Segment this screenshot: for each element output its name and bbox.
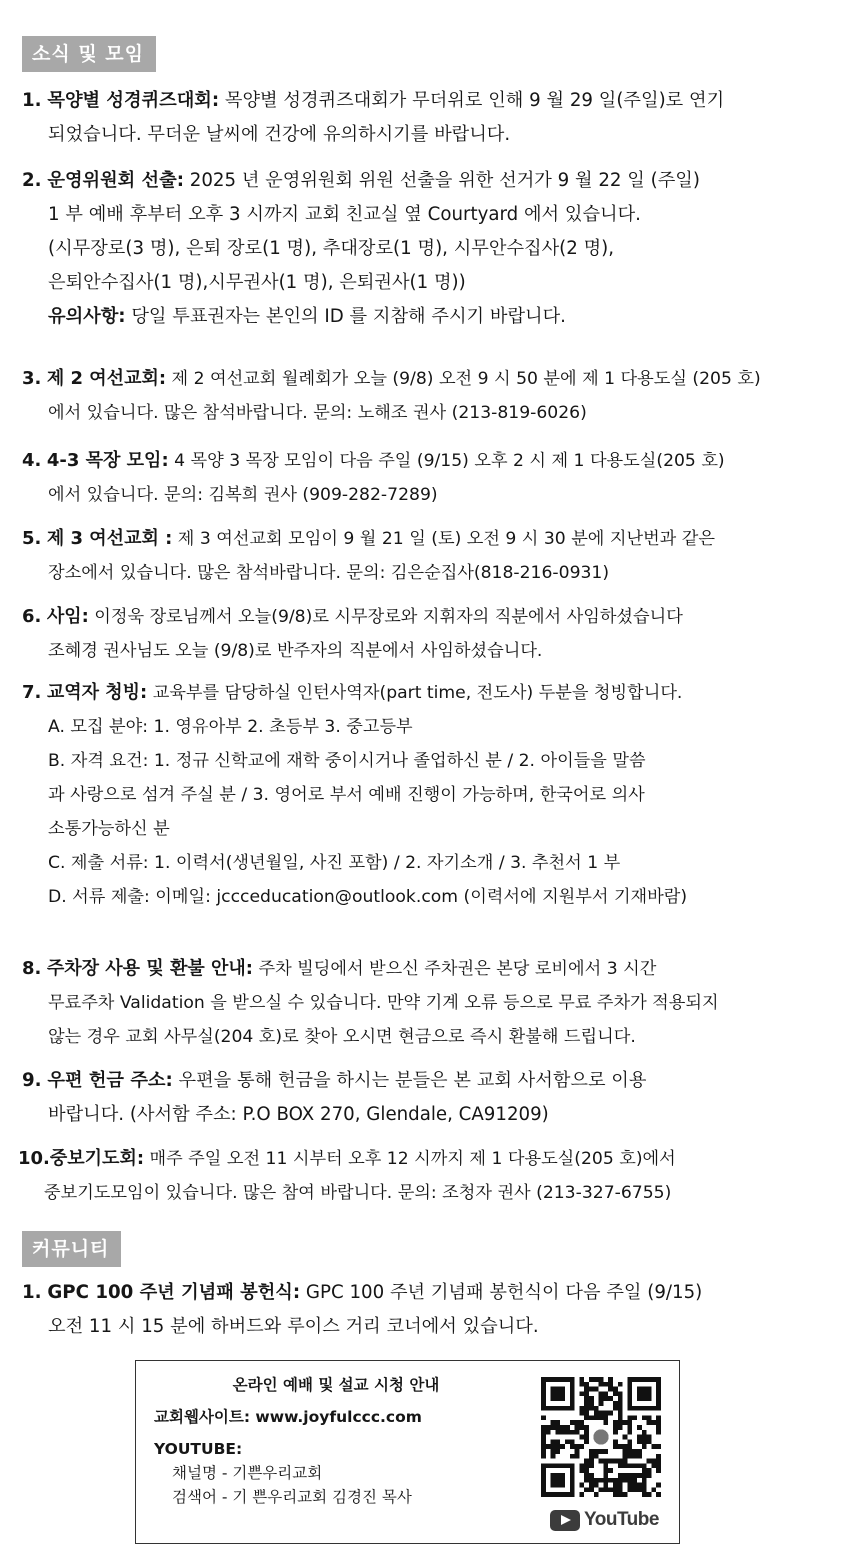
item-line: 장소에서 있습니다. 많은 참석바랍니다. 문의: 김은순집사(818-216-0931) — [48, 563, 610, 583]
item-line: 바랍니다. (사서함 주소: P.O BOX 270, Glendale, CA91209) — [48, 1104, 549, 1125]
item-number: 5. — [22, 528, 42, 549]
youtube-search-term: 검색어 - 기 쁜우리교회 김경진 목사 — [172, 1488, 412, 1506]
item-text: 제 2 여선교회 월례회가 오늘 (9/8) 오전 9 시 50 분에 제 1 다용도실 (205 호) — [171, 369, 761, 389]
item-label: 교역자 청빙: — [46, 682, 148, 703]
item-line: 은퇴안수집사(1 명),시무권사(1 명), 은퇴권사(1 명)) — [48, 272, 466, 293]
item-text: 제 3 여선교회 모임이 9 월 21 일 (토) 오전 9 시 30 분에 지난번과 같은 — [177, 529, 715, 549]
item-number: 3. — [22, 368, 42, 389]
item-text: 이정욱 장로님께서 오늘(9/8)로 시무장로와 지휘자의 직분에서 사임하셨습니다 — [94, 607, 683, 627]
item-line: C. 제출 서류: 1. 이력서(생년월일, 사진 포함) / 2. 자기소개 / 3. 추천서 1 부 — [48, 853, 621, 873]
news-item-4 — [22, 444, 830, 512]
item-line: A. 모집 분야: 1. 영유아부 2. 초등부 3. 중고등부 — [48, 717, 413, 737]
news-item-1 — [22, 84, 830, 152]
youtube-logo[interactable] — [550, 1507, 659, 1533]
item-text: 목양별 성경퀴즈대회가 무더위로 인해 9 월 29 일(주일)로 연기 — [224, 90, 725, 111]
item-number: 7. — [22, 682, 42, 703]
item-text: 매주 주일 오전 11 시부터 오후 12 시까지 제 1 다용도실(205 호)에서 — [149, 1149, 676, 1169]
item-line: 중보기도모임이 있습니다. 많은 참여 바랍니다. 문의: 조청자 권사 (213-327-6755) — [44, 1183, 672, 1203]
item-label: 제 2 여선교회: — [46, 368, 167, 389]
item-label: 운영위원회 선출: — [47, 170, 184, 191]
youtube-channel-name: 채널명 - 기쁜우리교회 — [172, 1464, 323, 1482]
item-line: 에서 있습니다. 많은 참석바랍니다. 문의: 노해조 권사 (213-819-6026) — [48, 403, 587, 423]
item-label: 중보기도회: — [49, 1148, 145, 1169]
item-text: 교육부를 담당하실 인턴사역자(part time, 전도사) 두분을 청빙합니다. — [152, 683, 683, 703]
item-label: 제 3 여선교회 : — [46, 528, 173, 549]
item-line: B. 자격 요건: 1. 정규 신학교에 재학 중이시거나 졸업하신 분 / 2. 아이들을 말씀 — [48, 751, 646, 771]
item-number: 1. — [22, 90, 42, 111]
item-number: 8. — [22, 958, 42, 979]
community-section-title: 커뮤니티 — [22, 1231, 121, 1267]
item-line: (시무장로(3 명), 은퇴 장로(1 명), 추대장로(1 명), 시무안수집사(2 명), — [48, 238, 615, 259]
youtube-logo-text: YouTube — [584, 1509, 659, 1530]
item-line: 1 부 예배 후부터 오후 3 시까지 교회 친교실 옆 Courtyard 에서 있습니다. — [48, 204, 641, 225]
qr-code-icon[interactable] — [541, 1377, 661, 1497]
news-item-3 — [22, 362, 830, 430]
item-text: 2025 년 운영위원회 위원 선출을 위한 선거가 9 월 22 일 (주일) — [189, 170, 700, 191]
item-line: D. 서류 제출: 이메일: jccceducation@outlook.com (이력서에 지원부서 기재바람) — [48, 887, 688, 907]
item-label: 목양별 성경퀴즈대회: — [47, 90, 220, 111]
item-text: 주차 빌딩에서 받으신 주차권은 본당 로비에서 3 시간 — [258, 959, 657, 979]
item-line: 소통가능하신 분 — [48, 819, 170, 839]
youtube-label: YOUTUBE: — [154, 1440, 243, 1458]
item-number: 9. — [22, 1070, 42, 1091]
item-text: 우편을 통해 헌금을 하시는 분들은 본 교회 사서함으로 이용 — [178, 1070, 647, 1091]
item-line: 오전 11 시 15 분에 하버드와 루이스 거리 코너에서 있습니다. — [48, 1316, 539, 1337]
item-line: 않는 경우 교회 사무실(204 호)로 찾아 오시면 현금으로 즉시 환불해 드립니다. — [48, 1027, 636, 1047]
note-label: 유의사항: — [48, 306, 126, 327]
news-item-9 — [22, 1064, 830, 1132]
youtube-play-icon — [550, 1510, 580, 1531]
news-item-6 — [22, 600, 830, 668]
church-website-link[interactable]: 교회웹사이트: www.joyfulccc.com — [154, 1408, 422, 1426]
online-worship-box — [135, 1360, 680, 1544]
item-text: GPC 100 주년 기념패 봉헌식이 다음 주일 (9/15) — [305, 1282, 703, 1303]
online-box-title: 온라인 예배 및 설교 시청 안내 — [232, 1376, 440, 1394]
item-label: 사임: — [46, 606, 89, 627]
item-text: 4 목양 3 목장 모임이 다음 주일 (9/15) 오후 2 시 제 1 다용도실(205 호) — [174, 451, 725, 471]
news-item-10 — [18, 1142, 826, 1210]
item-label: 우편 헌금 주소: — [47, 1070, 173, 1091]
news-item-8 — [22, 952, 830, 1054]
note-text: 당일 투표권자는 본인의 ID 를 지참해 주시기 바랍니다. — [131, 306, 566, 327]
item-number: 10. — [18, 1148, 50, 1169]
item-line: 과 사랑으로 섬겨 주실 분 / 3. 영어로 부서 예배 진행이 가능하며, 한국어로 의사 — [48, 785, 645, 805]
news-item-5 — [22, 522, 830, 590]
item-line: 무료주차 Validation 을 받으실 수 있습니다. 만약 기계 오류 등으로 무료 주차가 적용되지 — [48, 993, 719, 1013]
item-label: 4-3 목장 모임: — [46, 450, 169, 471]
item-number: 1. — [22, 1282, 42, 1303]
item-line: 조혜경 권사님도 오늘 (9/8)로 반주자의 직분에서 사임하셨습니다. — [48, 641, 543, 661]
item-line: 에서 있습니다. 문의: 김복희 권사 (909-282-7289) — [48, 485, 438, 505]
item-label: GPC 100 주년 기념패 봉헌식: — [47, 1282, 301, 1303]
community-item-1 — [22, 1276, 830, 1344]
item-number: 6. — [22, 606, 42, 627]
news-item-7 — [22, 676, 830, 914]
item-label: 주차장 사용 및 환불 안내: — [46, 958, 253, 979]
news-section-title: 소식 및 모임 — [22, 36, 156, 72]
item-number: 4. — [22, 450, 42, 471]
item-number: 2. — [22, 170, 42, 191]
news-item-2 — [22, 164, 830, 334]
item-line: 되었습니다. 무더운 날씨에 건강에 유의하시기를 바랍니다. — [48, 124, 511, 145]
